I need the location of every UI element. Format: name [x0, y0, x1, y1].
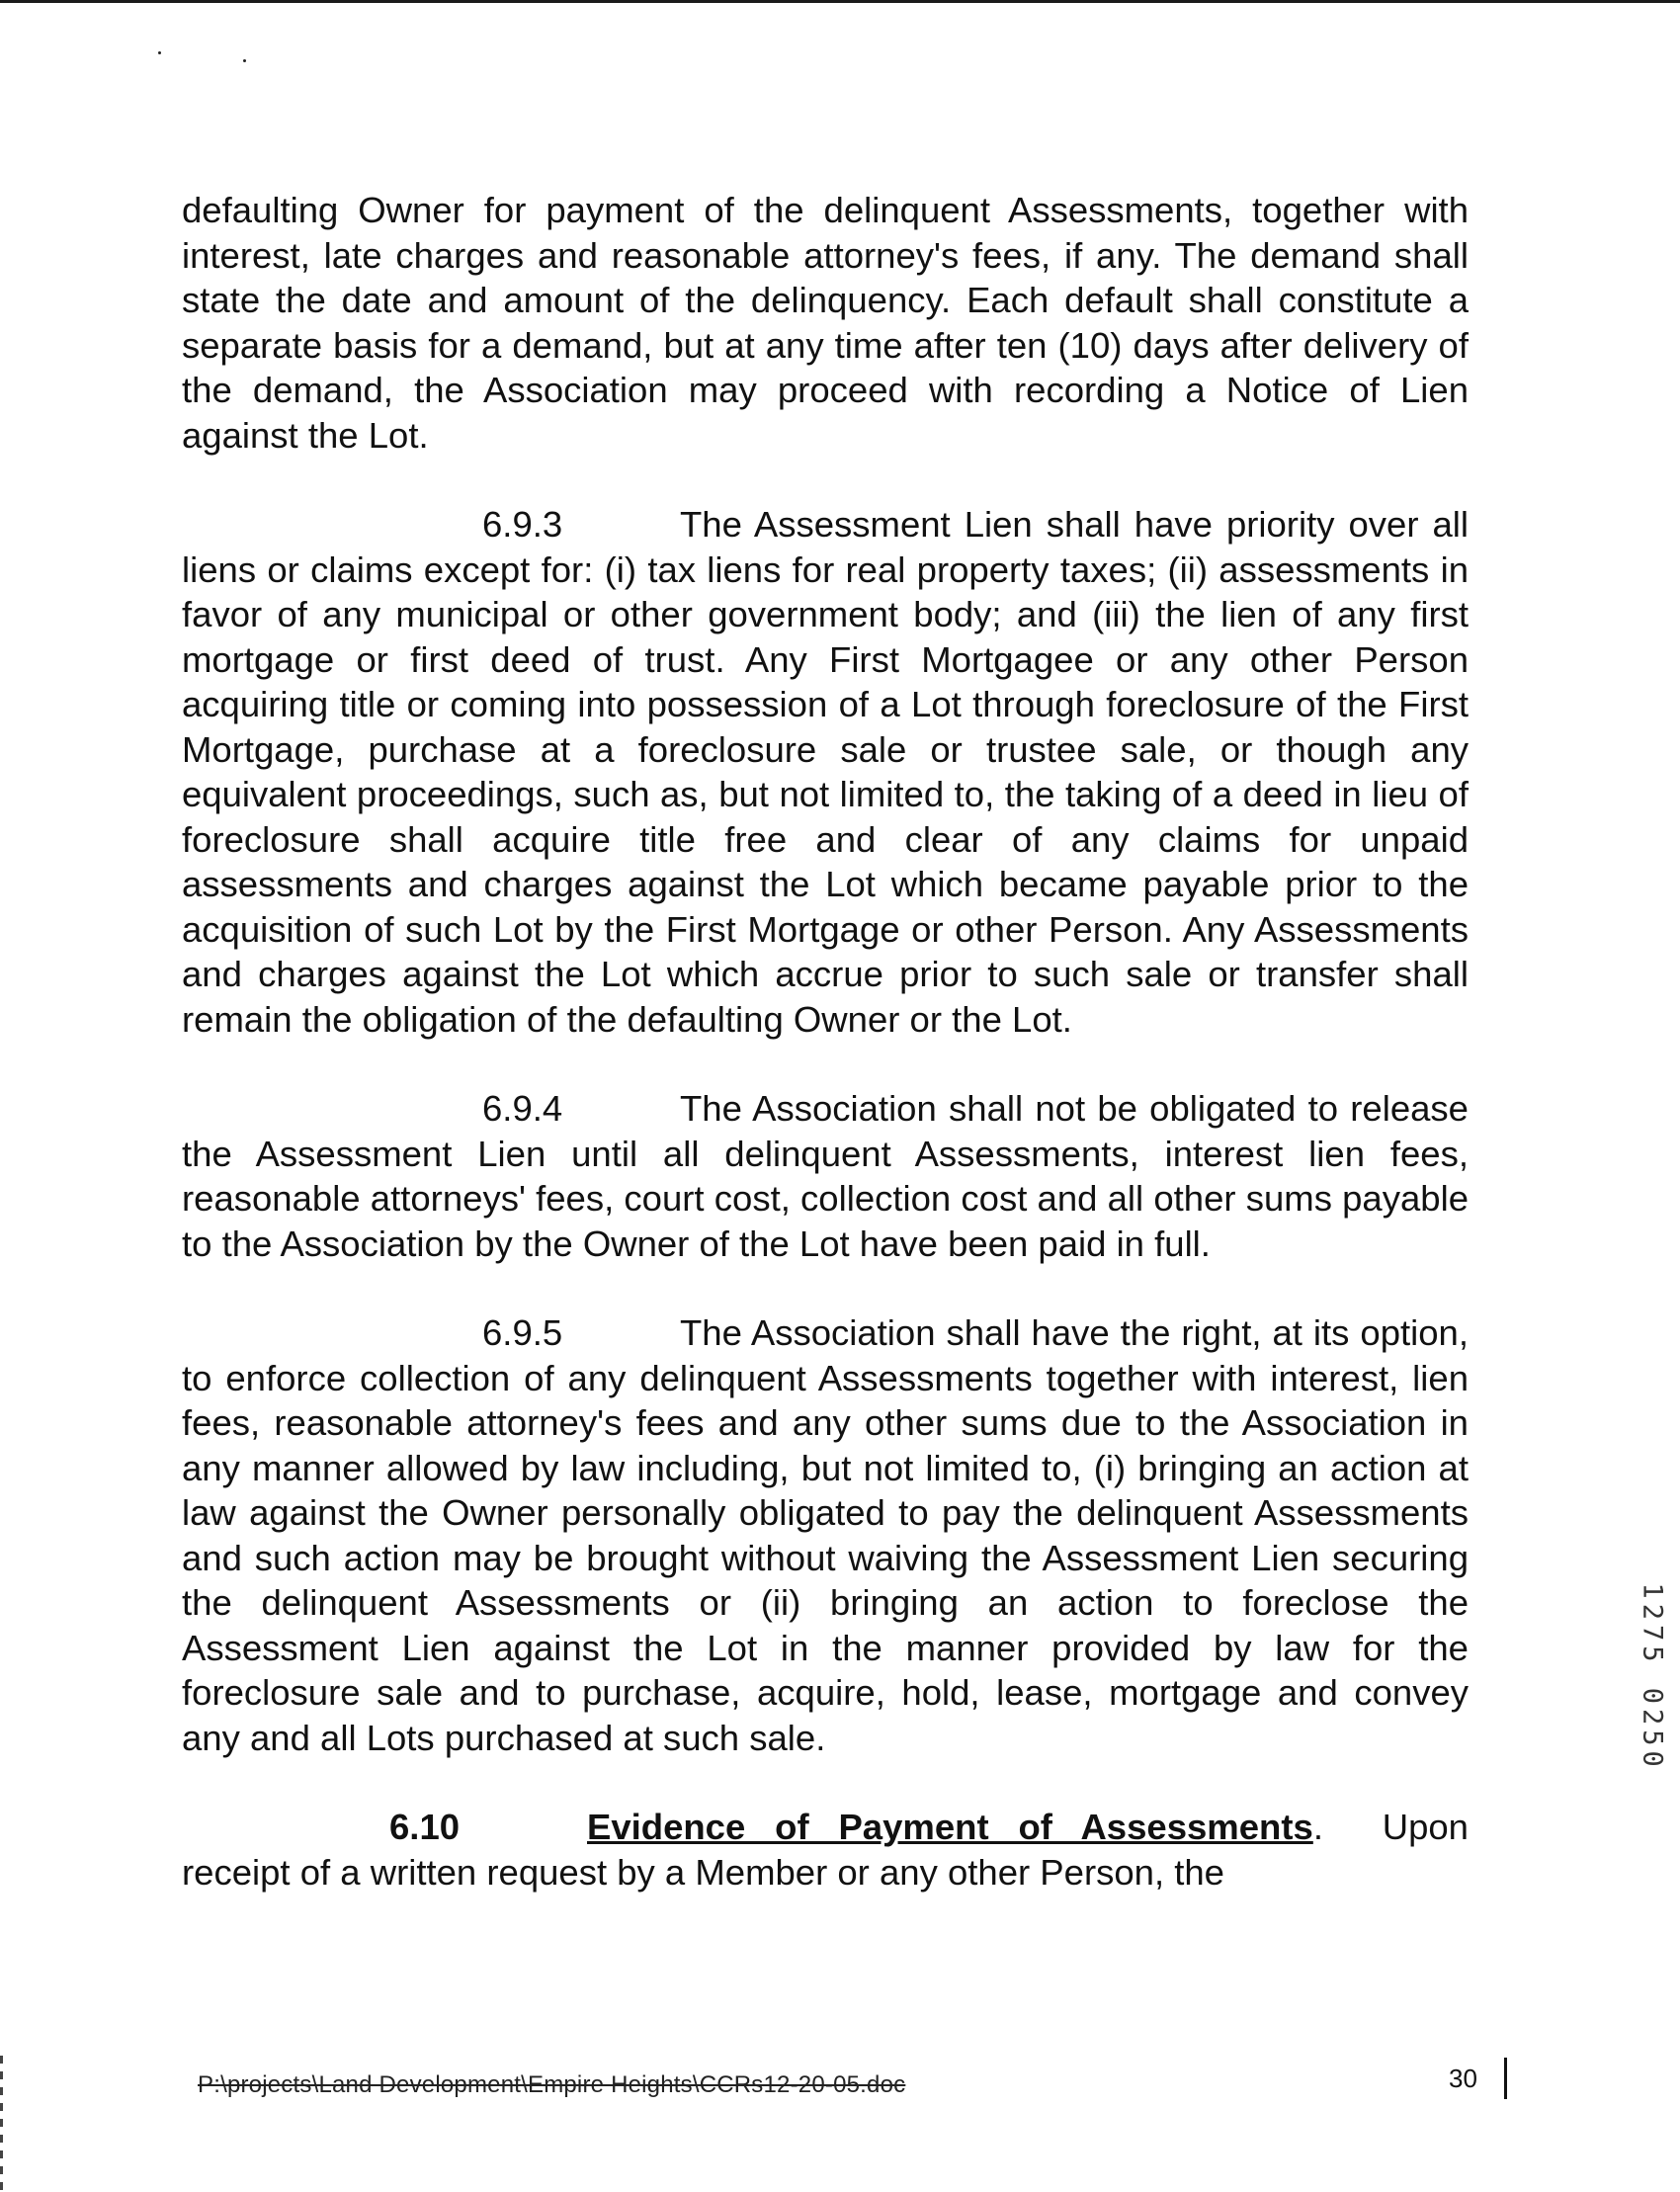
paragraph-6-10 — [182, 1805, 1469, 1895]
paragraph-text: The Assessment Lien shall have priority over all liens or claims except for: (i) tax liens for real property taxes; (ii) assessments in favor of any municipal or other government body; and (iii) the lien of any first mortgage or first deed of trust. Any First Mortgagee or any other Person acquiring title or coming into possession of a Lot through foreclosure of the First Mortgage, purchase at a foreclosure sale or trustee sale, or though any equivalent proceedings, such as, but not limited to, the taking of a deed in lieu of foreclosure shall acquire title free and clear of any claims for unpaid assessments and charges against the Lot which became payable prior to the acquisition of such Lot by the First Mortgage or other Person. Any Assessments and charges against the Lot which accrue prior to such sale or transfer shall remain the obligation of the defaulting Owner or the Lot. — [182, 504, 1469, 1040]
heading-punctuation: . — [1312, 1807, 1323, 1847]
recording-stamp — [1637, 1581, 1668, 1878]
paragraph-6-9-3 — [182, 502, 1469, 1042]
section-number: 6.10 — [389, 1807, 461, 1847]
revision-bar — [1504, 2058, 1507, 2099]
section-number: 6.9.5 — [482, 1312, 563, 1353]
top-scan-edge — [0, 0, 1680, 3]
paragraph-6-9-4 — [182, 1086, 1469, 1266]
scan-speck — [158, 51, 161, 54]
paragraph-text: Upon receipt of a written request by a Member or any other Person, the — [182, 1807, 1469, 1893]
page-number: 30 — [1449, 2064, 1477, 2093]
section-heading: Evidence of Payment of Assessments — [587, 1807, 1313, 1847]
scan-edge-marks — [0, 2056, 3, 2192]
footer-file-path: P:\projects\Land Development\Empire Heights\CCRs12-20-05.doc — [198, 2071, 906, 2098]
scan-speck — [243, 59, 246, 62]
section-number: 6.9.4 — [482, 1088, 563, 1129]
document-body — [182, 188, 1469, 1895]
paragraph-text: defaulting Owner for payment of the delinquent Assessments, together with interest, late charges and reasonable attorney's fees, if any. The demand shall state the date and amount of the delinquency. Each default shall constitute a separate basis for a demand, but at any time after ten (10) days after delivery of the demand, the Association may proceed with recording a Notice of Lien against the Lot. — [182, 190, 1469, 456]
paragraph-continuation — [182, 188, 1469, 458]
paragraph-6-9-5 — [182, 1310, 1469, 1760]
section-number: 6.9.3 — [482, 504, 563, 545]
paragraph-text: The Association shall have the right, at its option, to enforce collection of any delinquent Assessments together with interest, lien fees, reasonable attorney's fees and any other sums due to the Association in any manner allowed by law including, but not limited to, (i) bringing an action at law against the Owner personally obligated to pay the delinquent Assessments and such action may be brought without waiving the Assessment Lien securing the delinquent Assessments or (ii) bringing an action to foreclose the Assessment Lien against the Lot in the manner provided by law for the foreclosure sale and to purchase, acquire, hold, lease, mortgage and convey any and all Lots purchased at such sale. — [182, 1312, 1469, 1758]
recording-number: 1275 0250 — [1637, 1582, 1668, 1772]
paragraph-text: The Association shall not be obligated to release the Assessment Lien until all delinquent Assessments, interest lien fees, reasonable attorneys' fees, court cost, collection cost and all other sums payable to the Association by the Owner of the Lot have been paid in full. — [182, 1088, 1469, 1264]
